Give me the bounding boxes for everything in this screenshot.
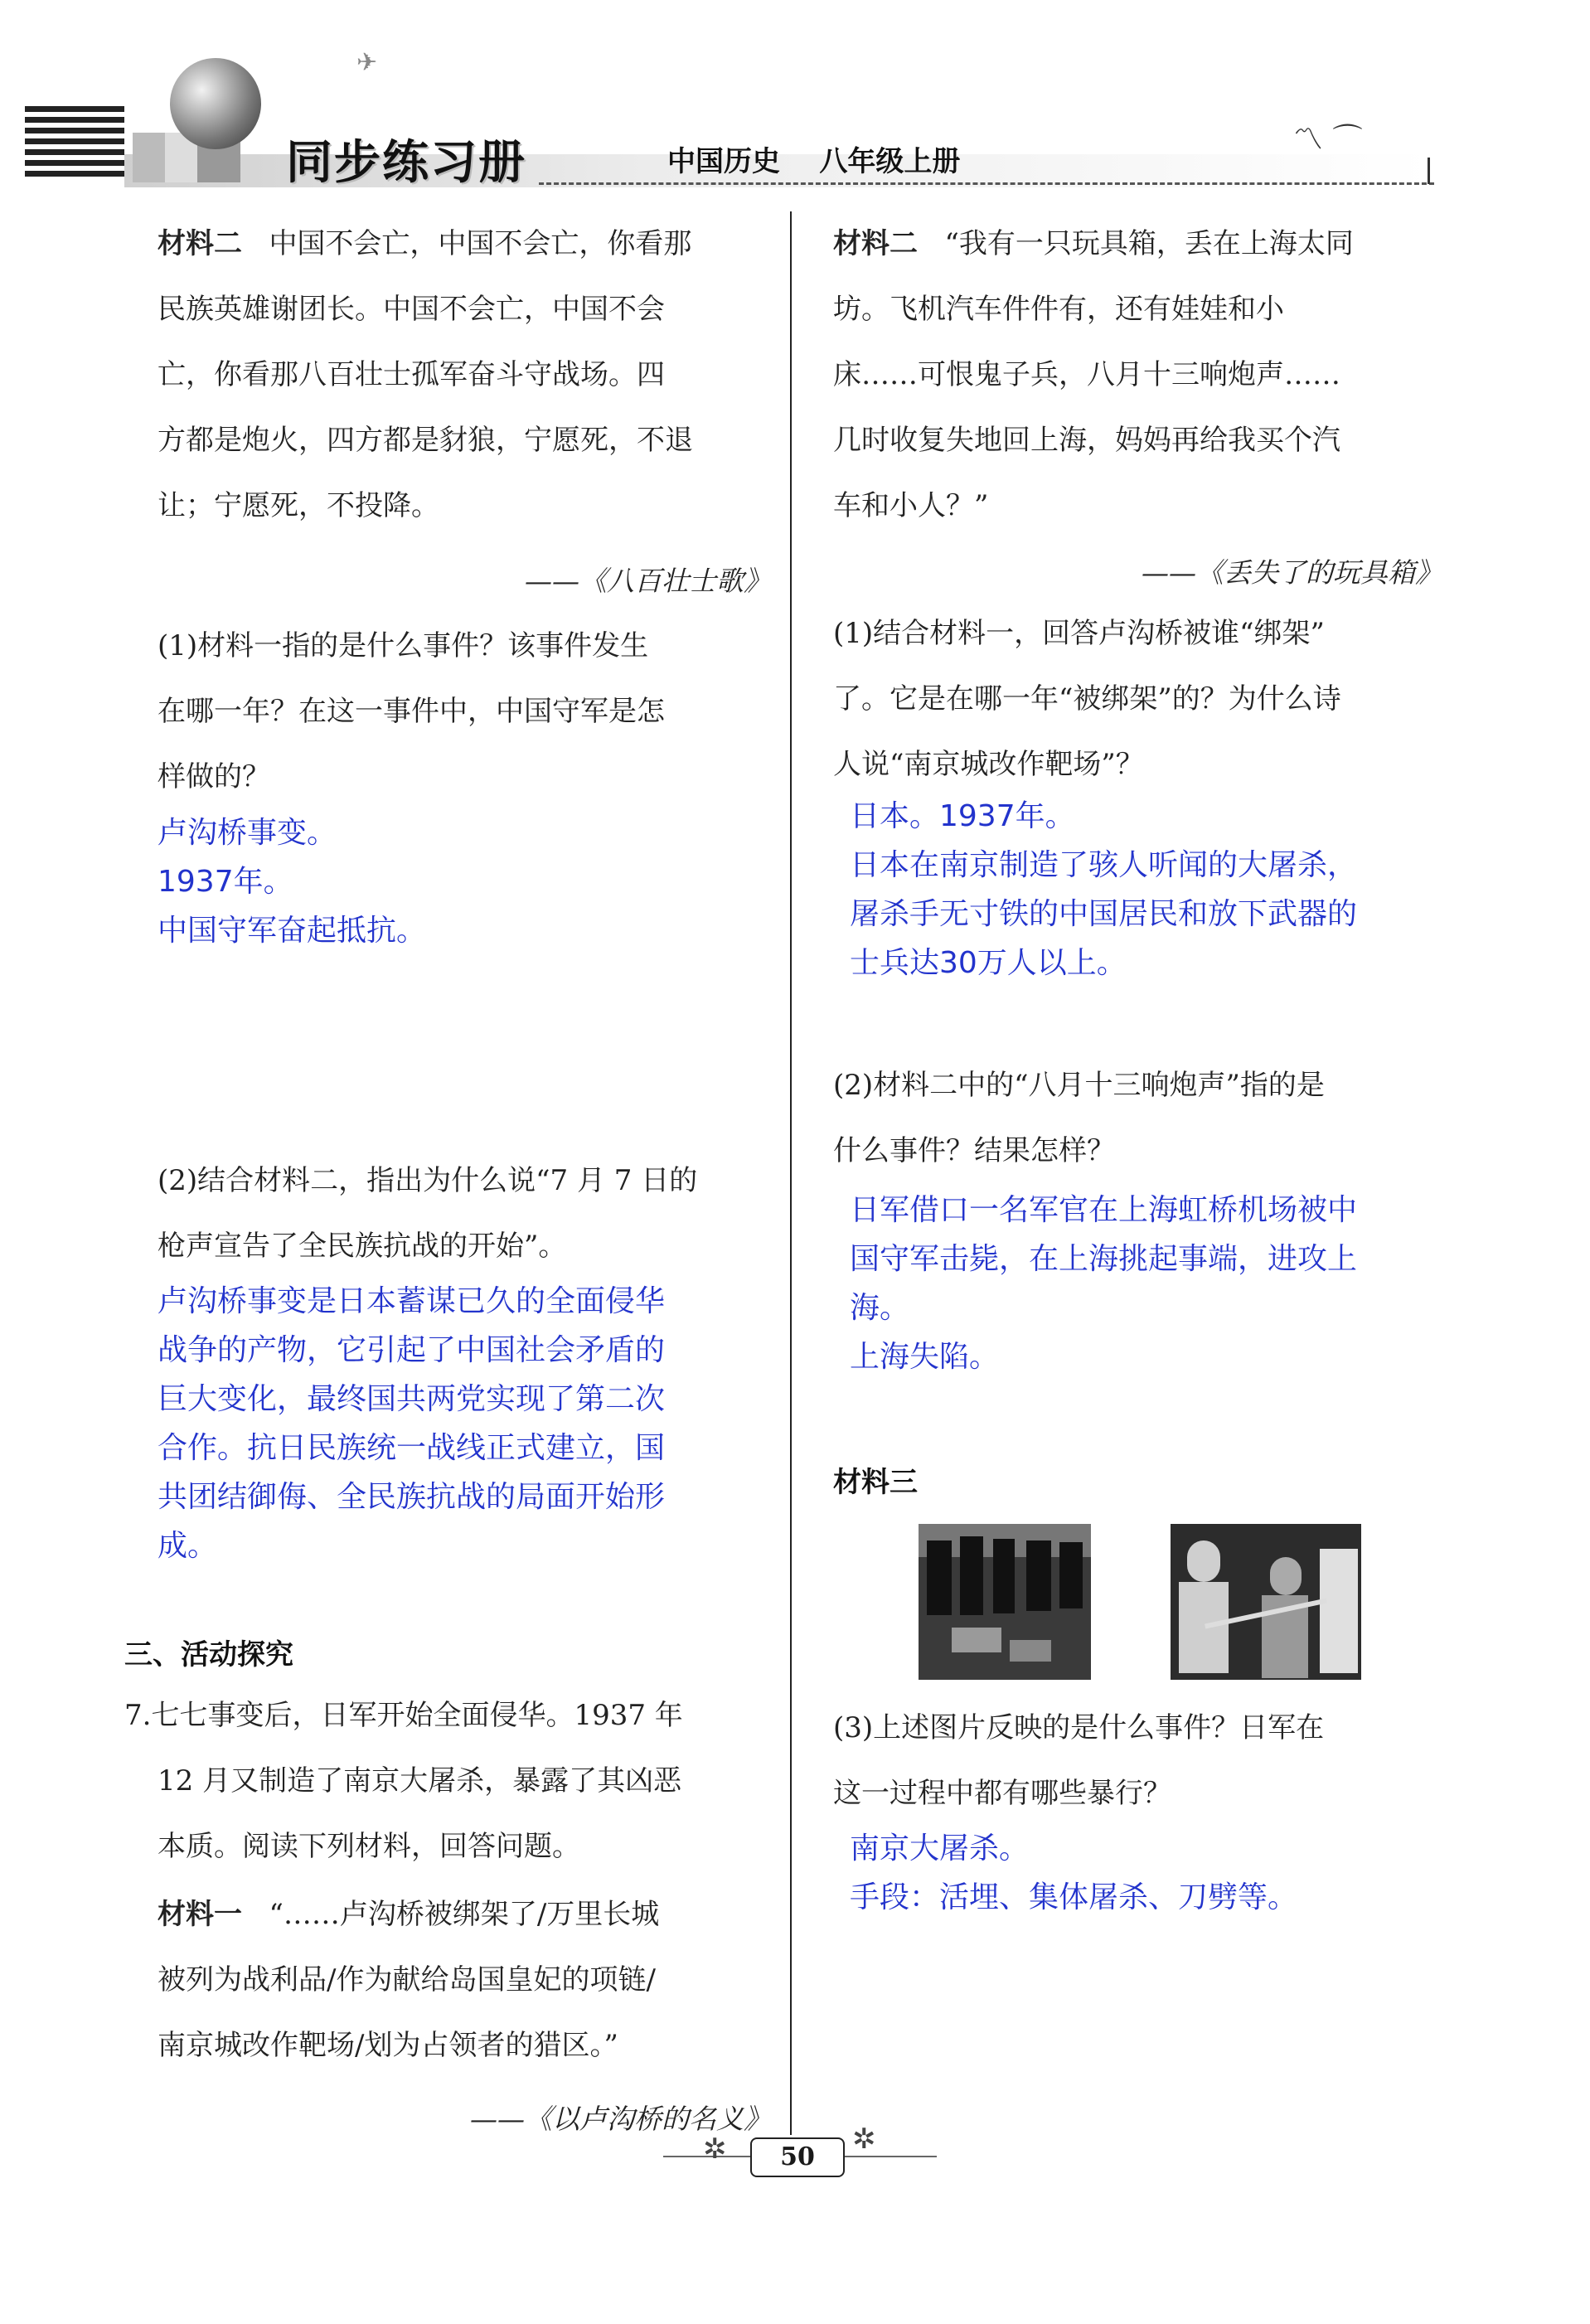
page-header [0,0,1590,199]
question-line: (3)上述图片反映的是什么事件？日军在 [833,1711,1325,1744]
header-dashed-line [539,182,1434,185]
answer-line: 南京大屠杀。 [850,1832,1030,1866]
right-answer-3 [850,1824,1455,1922]
right-answer-1 [850,792,1455,987]
question-line: 人说“南京城改作靶场”？ [833,748,1144,781]
question-line: 什么事件？结果怎样？ [833,1134,1115,1167]
material-source: ——《以卢沟桥的名义》 [470,2103,771,2135]
material-line: 中国不会亡，中国不会亡，你看那 [269,227,692,260]
question-line: (2)材料二中的“八月十三响炮声”指的是 [833,1069,1325,1102]
material-line: 让；宁愿死，不投降。 [158,489,439,522]
answer-line: 屠杀手无寸铁的中国居民和放下武器的 [850,897,1358,931]
question-line: 了。它是在哪一年“被绑架”的？为什么诗 [833,682,1341,716]
answer-line: 国守军击毙，在上海挑起事端，进攻上 [850,1242,1358,1276]
material-source: ——《八百壮士歌》 [525,565,771,597]
question-line: (1)材料一指的是什么事件？该事件发生 [158,629,649,662]
answer-line: 卢沟桥事变。 [158,816,337,850]
left-material1 [158,1882,771,2079]
right-question-3 [833,1696,1447,1827]
answer-line: 卢沟桥事变是日本蓄谋已久的全面侵华 [158,1284,666,1318]
answer-line: 海。 [850,1291,910,1325]
answer-line: 合作。抗日民族统一战线正式建立，国 [158,1431,666,1465]
answer-line: 士兵达30万人以上。 [850,946,1127,980]
question-line: 在哪一年？在这一事件中，中国守军是怎 [158,695,665,728]
question-7 [124,1683,771,1880]
book-title: 同步练习册 [286,136,526,190]
paper-plane-icon: ✈ [356,48,378,77]
left-answer-1 [158,808,771,955]
material3-label: 材料三 [833,1466,918,1499]
material-line: 被列为战利品/作为献给岛国皇妃的项链/ [158,1963,656,1997]
left-material2 [158,211,771,539]
right-answer-2 [850,1186,1455,1381]
pinwheel-icon: ✲ [703,2132,727,2166]
question-line: (1)结合材料一，回答卢沟桥被谁“绑架” [833,617,1325,650]
answer-line: 中国守军奋起抵抗。 [158,914,427,948]
material-line: 床……可恨鬼子兵，八月十三响炮声…… [833,358,1340,391]
question-line: 这一过程中都有哪些暴行？ [833,1777,1171,1810]
header-corner-line [1428,158,1430,184]
answer-line: 1937年。 [158,865,293,899]
material-label: 材料二 [833,227,918,260]
material-line: 亡，你看那八百壮士孤军奋斗守战场。四 [158,358,665,391]
answer-line: 日本。1937年。 [850,799,1075,833]
question-line: 本质。阅读下列材料，回答问题。 [158,1830,580,1863]
material-line: 车和小人？” [833,489,989,522]
answer-line: 成。 [158,1529,218,1563]
material-line: 几时收复失地回上海，妈妈再给我买个汽 [833,424,1340,457]
material-label: 材料二 [158,227,242,260]
massacre-photo-1 [919,1524,1091,1680]
question-line: 枪声宣告了全民族抗战的开始”。 [158,1230,567,1263]
material-line: 民族英雄谢团长。中国不会亡，中国不会 [158,293,665,326]
header-stripes [25,106,124,191]
left-answer-2 [158,1277,771,1570]
answer-line: 战争的产物，它引起了中国社会矛盾的 [158,1333,666,1367]
birds-icon: 〽 ⌒ [1293,123,1363,157]
globe-illustration [170,58,261,149]
material-line: “我有一只玩具箱，丢在上海太同 [944,227,1354,260]
right-question-2 [833,1053,1447,1184]
answer-line: 手段：活埋、集体屠杀、刀劈等。 [850,1880,1298,1914]
answer-line: 巨大变化，最终国共两党实现了第二次 [158,1382,666,1416]
material-source: ——《丢失了的玩具箱》 [1142,556,1442,589]
material-label: 材料一 [158,1898,242,1931]
right-question-1 [833,601,1447,798]
answer-line: 日军借口一名军官在上海虹桥机场被中 [850,1193,1358,1227]
page-number: 50 [750,2137,845,2177]
material-line: 坊。飞机汽车件件有，还有娃娃和小 [833,293,1284,326]
question-line: 12 月又制造了南京大屠杀，暴露了其凶恶 [158,1764,682,1798]
material-line: 方都是炮火，四方都是豺狼，宁愿死，不退 [158,424,693,457]
question-line: 7.七七事变后，日军开始全面侵华。1937 年 [124,1699,683,1732]
material-line: 南京城改作靶场/划为占领者的猎区。” [158,2029,618,2062]
answer-line: 上海失陷。 [850,1340,1000,1374]
answer-line: 日本在南京制造了骇人听闻的大屠杀， [850,848,1358,882]
left-question-1 [158,614,771,810]
question-line: 样做的？ [158,760,270,793]
section-heading: 三、活动探究 [124,1638,293,1671]
massacre-photo-2 [1171,1524,1361,1680]
material-line: “……卢沟桥被绑架了/万里长城 [269,1898,660,1931]
left-question-2 [158,1148,771,1279]
right-material2 [833,211,1447,539]
answer-line: 共团结御侮、全民族抗战的局面开始形 [158,1480,666,1514]
column-divider [790,211,792,2135]
pinwheel-icon: ✲ [852,2123,876,2156]
subject-title: 中国历史 八年级上册 [667,145,961,178]
question-line: (2)结合材料二，指出为什么说“7 月 7 日的 [158,1164,698,1197]
